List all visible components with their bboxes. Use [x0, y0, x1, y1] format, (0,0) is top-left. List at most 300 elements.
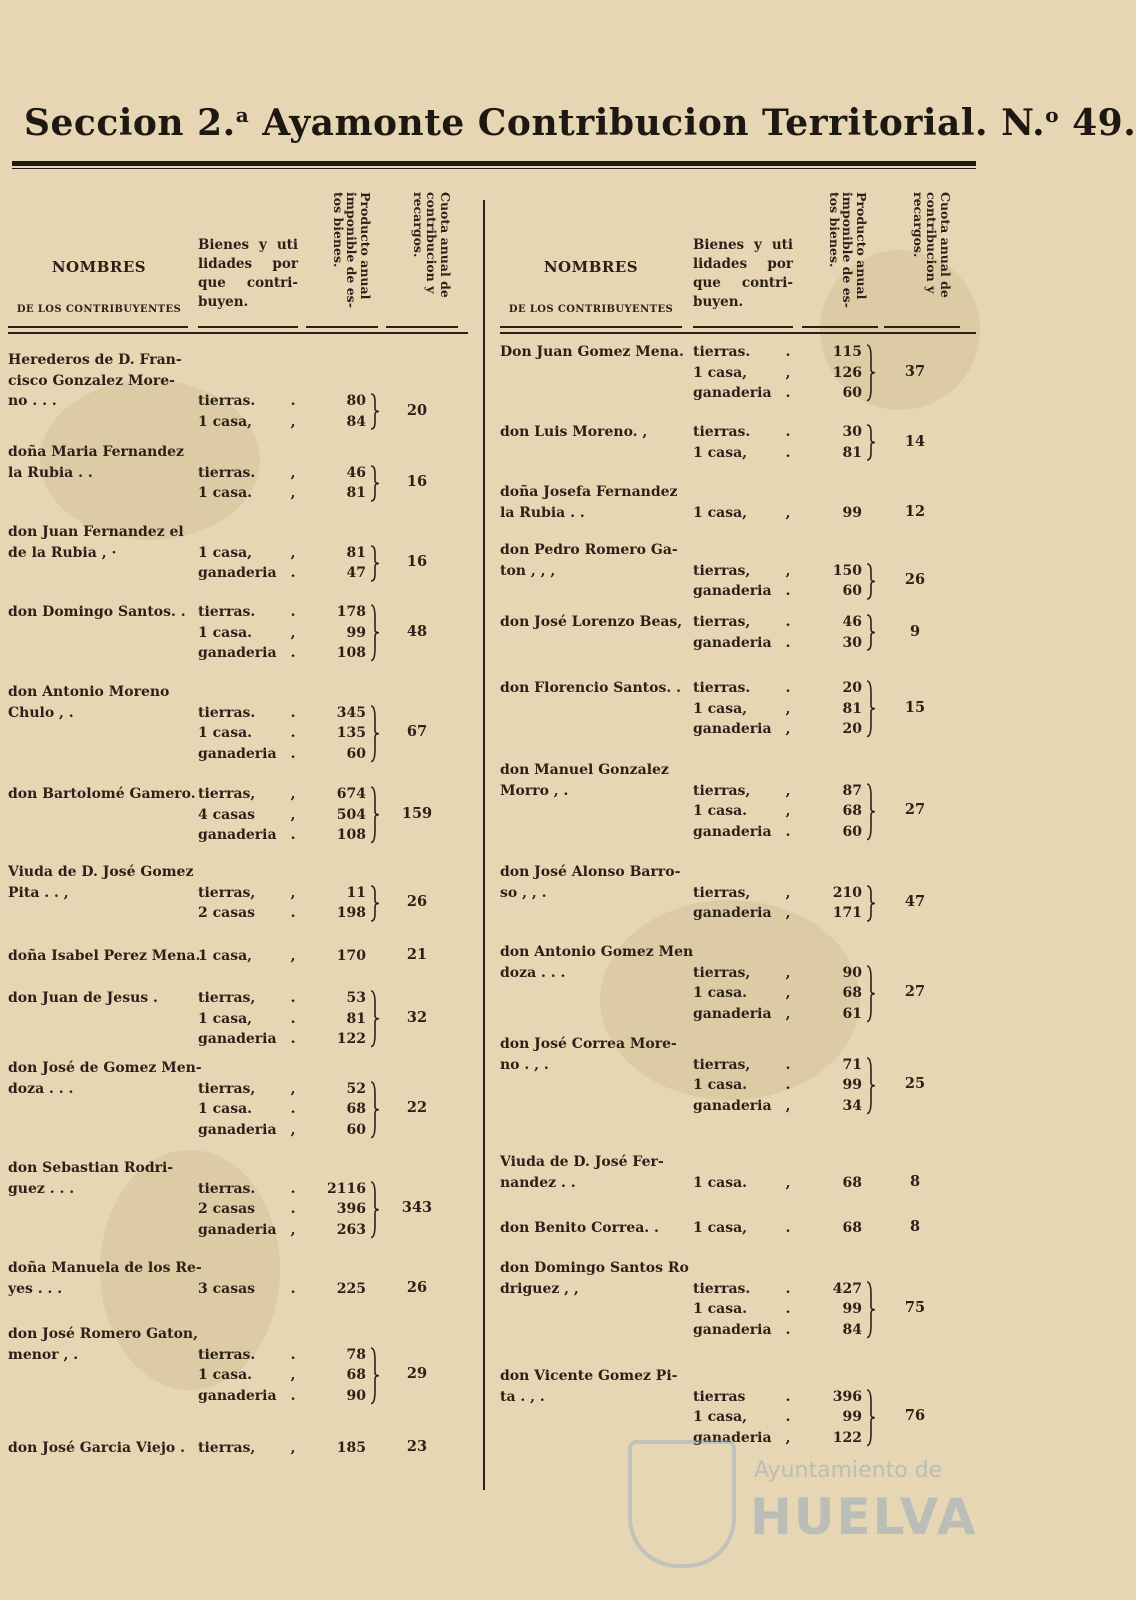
producto-values — [308, 946, 366, 967]
name-line: Viuda de D. José Fer- — [500, 1154, 664, 1170]
bien-label: ganaderia — [198, 745, 277, 762]
bien-label: 1 casa, — [693, 1409, 748, 1425]
bien-item — [693, 443, 793, 464]
bien-item — [198, 1120, 298, 1141]
name-line: don Florencio Santos. . — [500, 680, 681, 696]
name-line: ta . , . — [500, 1388, 545, 1405]
name-line: menor , . — [8, 1346, 79, 1363]
bienes-list — [198, 1079, 298, 1141]
producto-values — [308, 1438, 366, 1459]
name-line: guez . . . — [8, 1180, 75, 1197]
producto-values — [308, 703, 366, 765]
contributor-name — [500, 342, 688, 363]
producto-values — [804, 781, 862, 843]
bien-label: 1 casa, — [198, 544, 253, 561]
bien-punct: . — [785, 680, 791, 696]
producto-value: 11 — [346, 884, 366, 901]
bien-label: tierras. — [693, 344, 751, 360]
title-rule-thin — [12, 168, 976, 169]
producto-values — [804, 612, 862, 653]
name-line: don Domingo Santos. . — [8, 604, 186, 620]
cuota-value: 8 — [909, 1172, 921, 1190]
bien-punct: . — [290, 565, 296, 581]
bien-punct: . — [290, 1010, 296, 1027]
brace-icon — [370, 784, 380, 846]
bien-label: 1 casa, — [693, 364, 748, 381]
brace-icon — [866, 1387, 876, 1449]
bien-item — [198, 825, 298, 846]
producto-value: 68 — [842, 985, 862, 1001]
producto-value: 81 — [346, 544, 366, 561]
name-line: Morro , . — [500, 782, 569, 799]
bien-label: ganaderia — [693, 385, 772, 401]
bien-item — [693, 983, 793, 1004]
watermark-line1: Ayuntamiento de — [754, 1458, 943, 1483]
bien-item — [198, 1029, 298, 1050]
contributor-name — [8, 784, 196, 805]
name-line: don Manuel Gonzalez — [500, 762, 669, 778]
bien-punct: , — [290, 1121, 296, 1138]
bien-punct: , — [785, 803, 791, 819]
bien-label: ganaderia — [693, 823, 772, 840]
bien-item — [198, 946, 298, 967]
brace-icon — [866, 883, 876, 924]
header-cuota: Cuota anual de contribucion y recargos. — [911, 192, 953, 298]
bienes-list — [693, 678, 793, 740]
bien-punct: , — [785, 700, 791, 717]
brace-icon — [370, 1079, 380, 1141]
producto-value: 68 — [842, 803, 862, 819]
bien-label: 4 casas — [198, 806, 256, 823]
producto-value: 60 — [346, 745, 366, 762]
producto-value: 30 — [842, 634, 862, 651]
producto-values — [804, 883, 862, 924]
bien-label: tierras. — [693, 424, 751, 440]
bien-label: 1 casa. — [693, 1077, 748, 1093]
producto-value: 47 — [346, 565, 366, 581]
bien-punct: . — [290, 393, 296, 409]
bien-item — [198, 1365, 298, 1386]
bien-label: 2 casas — [198, 1201, 256, 1217]
bien-punct: . — [290, 1346, 296, 1363]
bienes-list — [693, 1387, 793, 1449]
contributor-name — [8, 442, 196, 483]
bien-label: tierras, — [198, 990, 256, 1006]
producto-value: 46 — [842, 614, 862, 630]
cuota-value: 75 — [904, 1299, 926, 1317]
bien-punct: . — [290, 1387, 296, 1404]
contributor-name — [500, 1218, 688, 1239]
producto-values — [308, 602, 366, 664]
brace-icon — [370, 543, 380, 584]
bien-item — [198, 1220, 298, 1241]
contributor-name — [500, 612, 688, 633]
brace-icon — [866, 781, 876, 843]
bien-punct: . — [785, 1077, 791, 1093]
contributor-name — [8, 350, 196, 412]
page-title: Seccion 2.$^a$ Ayamonte Contribucion Territorial. N.$^o$ 49. — [24, 102, 1136, 144]
cuota-value: 29 — [406, 1365, 428, 1383]
contributor-name — [500, 862, 688, 903]
bien-item — [693, 503, 793, 524]
name-line: yes . . . — [8, 1280, 63, 1297]
bienes-list — [693, 561, 793, 602]
bien-punct: , — [290, 884, 296, 901]
producto-value: 78 — [346, 1346, 366, 1363]
producto-value: 126 — [832, 364, 862, 381]
brace-icon — [866, 1055, 876, 1117]
bienes-list — [693, 1173, 793, 1194]
bien-label: tierras, — [198, 1440, 256, 1456]
producto-value: 20 — [842, 680, 862, 696]
cuota-value: 8 — [909, 1218, 921, 1236]
producto-values — [308, 543, 366, 584]
brace-icon — [370, 463, 380, 504]
bien-punct: . — [785, 634, 791, 651]
bien-punct: , — [785, 1174, 791, 1191]
table-header — [500, 192, 976, 334]
bien-label: tierras, — [693, 562, 751, 579]
name-line: don José de Gomez Men- — [8, 1060, 202, 1076]
bien-punct: . — [290, 1180, 296, 1197]
bien-item — [198, 463, 298, 484]
bien-punct: . — [290, 1280, 296, 1297]
header-names-line1: NOMBRES — [51, 258, 147, 276]
bien-item — [693, 781, 793, 802]
producto-value: 60 — [346, 1121, 366, 1138]
contributor-name — [8, 602, 196, 623]
cuota-value: 37 — [904, 362, 926, 380]
contributor-name — [8, 862, 196, 903]
bien-punct: . — [290, 745, 296, 762]
bien-punct: . — [785, 614, 791, 630]
bien-item — [198, 1179, 298, 1200]
cuota-value: 16 — [406, 473, 428, 490]
bien-item — [693, 1055, 793, 1076]
cuota-value: 16 — [406, 553, 428, 570]
name-line: don Juan Fernandez el — [8, 524, 184, 540]
producto-value: 674 — [336, 786, 366, 802]
bien-punct: . — [785, 1321, 791, 1338]
bien-item — [198, 1009, 298, 1030]
name-line: doña Josefa Fernandez — [500, 484, 678, 500]
producto-value: 68 — [346, 1101, 366, 1117]
producto-value: 99 — [842, 1077, 862, 1093]
producto-values — [804, 342, 862, 404]
bien-item — [198, 623, 298, 644]
bien-label: ganaderia — [198, 1387, 277, 1404]
bienes-list — [693, 1055, 793, 1117]
producto-value: 210 — [832, 884, 862, 901]
name-line: don José Garcia Viejo . — [8, 1440, 185, 1456]
bien-item — [198, 723, 298, 744]
producto-value: 178 — [336, 604, 366, 620]
bien-label: tierras, — [693, 1056, 751, 1073]
bien-item — [198, 1099, 298, 1120]
name-line: la Rubia . . — [500, 504, 585, 521]
name-line: so , , . — [500, 884, 547, 901]
bien-label: ganaderia — [693, 1005, 772, 1022]
bien-label: 1 casa. — [198, 1367, 253, 1383]
contributor-name — [500, 1152, 688, 1193]
huelva-crest-icon — [628, 1440, 736, 1568]
cuota-value: 67 — [406, 723, 428, 741]
producto-value: 345 — [336, 704, 366, 721]
bienes-list — [198, 1279, 298, 1300]
producto-value: 81 — [346, 485, 366, 501]
producto-value: 108 — [336, 645, 366, 661]
bien-item — [198, 1199, 298, 1220]
producto-value: 68 — [346, 1367, 366, 1383]
bien-label: ganaderia — [693, 905, 772, 921]
name-line: nandez . . — [500, 1174, 576, 1191]
bien-punct: , — [290, 786, 296, 802]
producto-value: 122 — [832, 1429, 862, 1446]
bien-punct: . — [785, 385, 791, 401]
bienes-list — [198, 784, 298, 846]
name-line: don Vicente Gomez Pi- — [500, 1368, 678, 1384]
producto-value: 81 — [346, 1010, 366, 1027]
producto-value: 52 — [346, 1080, 366, 1097]
contributor-name — [8, 1058, 202, 1099]
producto-value: 84 — [346, 413, 366, 430]
bien-label: ganaderia — [198, 1031, 277, 1047]
bien-item — [693, 1320, 793, 1341]
producto-values — [308, 883, 366, 924]
cuota-value: 27 — [904, 801, 926, 819]
bien-label: ganaderia — [198, 1221, 277, 1238]
bien-item — [198, 483, 298, 504]
brace-icon — [370, 1345, 380, 1407]
bien-punct: , — [785, 1097, 791, 1114]
bien-label: 1 casa, — [693, 444, 748, 461]
bien-item — [693, 801, 793, 822]
bien-punct: , — [290, 1440, 296, 1456]
bienes-list — [198, 543, 298, 584]
contributor-name — [8, 1158, 196, 1199]
watermark — [624, 1440, 978, 1590]
bien-label: tierras. — [198, 704, 256, 721]
bien-punct: . — [290, 1031, 296, 1047]
bien-punct: . — [785, 444, 791, 461]
bien-punct: , — [290, 624, 296, 641]
bien-punct: . — [785, 424, 791, 440]
bien-label: tierras. — [198, 464, 256, 481]
brace-icon — [866, 1279, 876, 1341]
producto-value: 60 — [842, 583, 862, 599]
bien-item — [693, 1173, 793, 1194]
bien-item — [693, 1075, 793, 1096]
bien-label: 1 casa, — [693, 1220, 748, 1236]
bien-item — [198, 903, 298, 924]
name-line: don José Lorenzo Beas, — [500, 614, 683, 630]
bien-item — [693, 422, 793, 443]
producto-value: 90 — [842, 964, 862, 981]
bienes-list — [693, 503, 793, 524]
bien-punct: . — [290, 1101, 296, 1117]
table-header — [8, 192, 468, 334]
bien-punct: , — [290, 464, 296, 481]
bien-item — [198, 805, 298, 826]
contributor-name — [500, 1258, 688, 1299]
bienes-list — [198, 946, 298, 967]
cuota-value: 27 — [904, 983, 926, 1001]
header-producto: Producto anual imponible de es- tos bienes. — [331, 192, 373, 308]
contributor-name — [500, 678, 688, 699]
contributor-name — [8, 988, 196, 1009]
producto-values — [804, 561, 862, 602]
name-line: Pita . . , — [8, 884, 69, 901]
producto-value: 68 — [842, 1174, 862, 1191]
bienes-list — [198, 463, 298, 504]
bien-label: ganaderia — [693, 1429, 772, 1446]
column-separator — [483, 200, 485, 1490]
bien-punct: . — [785, 823, 791, 840]
name-line: de la Rubia , · — [8, 544, 117, 561]
bien-item — [198, 412, 298, 433]
name-line: la Rubia . . — [8, 464, 93, 481]
producto-value: 396 — [832, 1388, 862, 1405]
producto-value: 396 — [336, 1201, 366, 1217]
producto-values — [804, 678, 862, 740]
producto-value: 80 — [346, 393, 366, 409]
name-line: Chulo , . — [8, 704, 74, 721]
bien-punct: , — [785, 782, 791, 799]
name-line: cisco Gonzalez More- — [8, 372, 175, 389]
bien-item — [198, 988, 298, 1009]
bienes-list — [693, 342, 793, 404]
producto-value: 71 — [842, 1056, 862, 1073]
producto-value: 115 — [832, 344, 862, 360]
bien-punct: , — [290, 806, 296, 823]
producto-value: 170 — [336, 948, 366, 964]
bien-label: ganaderia — [693, 1097, 772, 1114]
bien-item — [693, 1407, 793, 1428]
bienes-list — [198, 1345, 298, 1407]
bien-label: ganaderia — [198, 827, 277, 843]
name-line: doza . . . — [8, 1080, 74, 1097]
bien-item — [693, 633, 793, 654]
bien-punct: . — [785, 1409, 791, 1425]
bien-label: 1 casa, — [198, 1010, 253, 1027]
contributor-name — [8, 1258, 202, 1299]
name-line: Herederos de D. Fran- — [8, 352, 182, 368]
header-names — [500, 192, 682, 332]
bien-punct: , — [785, 504, 791, 521]
bienes-list — [198, 1179, 298, 1241]
header-names-line2: DE LOS CONTRIBUYENTES — [16, 304, 182, 315]
producto-values — [308, 391, 366, 432]
cuota-value: 15 — [904, 698, 926, 716]
producto-value: 81 — [842, 444, 862, 461]
header-names — [8, 192, 190, 332]
bien-punct: . — [785, 583, 791, 599]
name-line: no . , . — [500, 1056, 549, 1073]
producto-value: 34 — [842, 1097, 862, 1114]
bien-item — [198, 883, 298, 904]
bien-item — [198, 1345, 298, 1366]
bien-item — [693, 1299, 793, 1320]
bien-label: 1 casa, — [693, 700, 748, 717]
producto-values — [308, 1079, 366, 1141]
cuota-value: 21 — [406, 946, 428, 964]
name-line: doña Manuela de los Re- — [8, 1260, 202, 1276]
header-cuota: Cuota anual de contribucion y recargos. — [411, 192, 453, 298]
name-line: Viuda de D. José Gomez — [8, 864, 194, 880]
cuota-value: 22 — [406, 1099, 428, 1117]
producto-value: 46 — [346, 464, 366, 481]
producto-value: 108 — [336, 827, 366, 843]
cuota-value: 32 — [406, 1008, 428, 1026]
producto-value: 504 — [336, 806, 366, 823]
producto-values — [804, 1055, 862, 1117]
bienes-list — [693, 1279, 793, 1341]
producto-value: 61 — [842, 1005, 862, 1022]
brace-icon — [370, 602, 380, 664]
bien-item — [693, 719, 793, 740]
producto-value: 99 — [842, 504, 862, 521]
producto-values — [804, 1218, 862, 1239]
bien-item — [693, 561, 793, 582]
bienes-list — [693, 422, 793, 463]
cuota-value: 343 — [401, 1199, 433, 1217]
bien-label: tierras, — [693, 884, 751, 901]
bien-item — [693, 1004, 793, 1025]
bien-punct: , — [785, 721, 791, 737]
bien-punct: , — [785, 1005, 791, 1022]
name-line: Don Juan Gomez Mena. — [500, 344, 684, 360]
contributor-name — [8, 1324, 196, 1365]
bien-punct: , — [290, 485, 296, 501]
producto-value: 30 — [842, 424, 862, 440]
contributor-name — [500, 942, 694, 983]
name-line: don Pedro Romero Ga- — [500, 542, 678, 558]
bien-label: 1 casa. — [693, 1301, 748, 1317]
producto-values — [804, 1173, 862, 1194]
bien-punct: . — [290, 905, 296, 921]
bien-punct: . — [290, 1201, 296, 1217]
name-line: don Benito Correa. . — [500, 1220, 659, 1236]
name-line: don Antonio Moreno — [8, 684, 170, 700]
bien-item — [198, 563, 298, 584]
bien-item — [693, 822, 793, 843]
bien-item — [693, 581, 793, 602]
bien-item — [693, 1387, 793, 1408]
brace-icon — [866, 422, 876, 463]
bien-punct: . — [290, 645, 296, 661]
brace-icon — [370, 988, 380, 1050]
bien-punct: , — [785, 985, 791, 1001]
bien-item — [198, 543, 298, 564]
brace-icon — [866, 561, 876, 602]
bien-punct: , — [785, 562, 791, 579]
name-line: don Luis Moreno. , — [500, 424, 648, 440]
bien-item — [198, 391, 298, 412]
bien-label: 1 casa, — [693, 504, 748, 521]
bien-item — [198, 744, 298, 765]
bien-item — [693, 678, 793, 699]
bien-item — [198, 1079, 298, 1100]
bienes-list — [693, 781, 793, 843]
header-bienes: Bienes y uti lidades por que contri- buyen. — [198, 237, 298, 310]
cuota-value: 76 — [904, 1407, 926, 1425]
bien-punct: , — [785, 964, 791, 981]
bienes-list — [693, 963, 793, 1025]
producto-value: 2116 — [327, 1180, 366, 1197]
bien-item — [693, 963, 793, 984]
producto-value: 171 — [832, 905, 862, 921]
contributor-name — [8, 946, 201, 967]
